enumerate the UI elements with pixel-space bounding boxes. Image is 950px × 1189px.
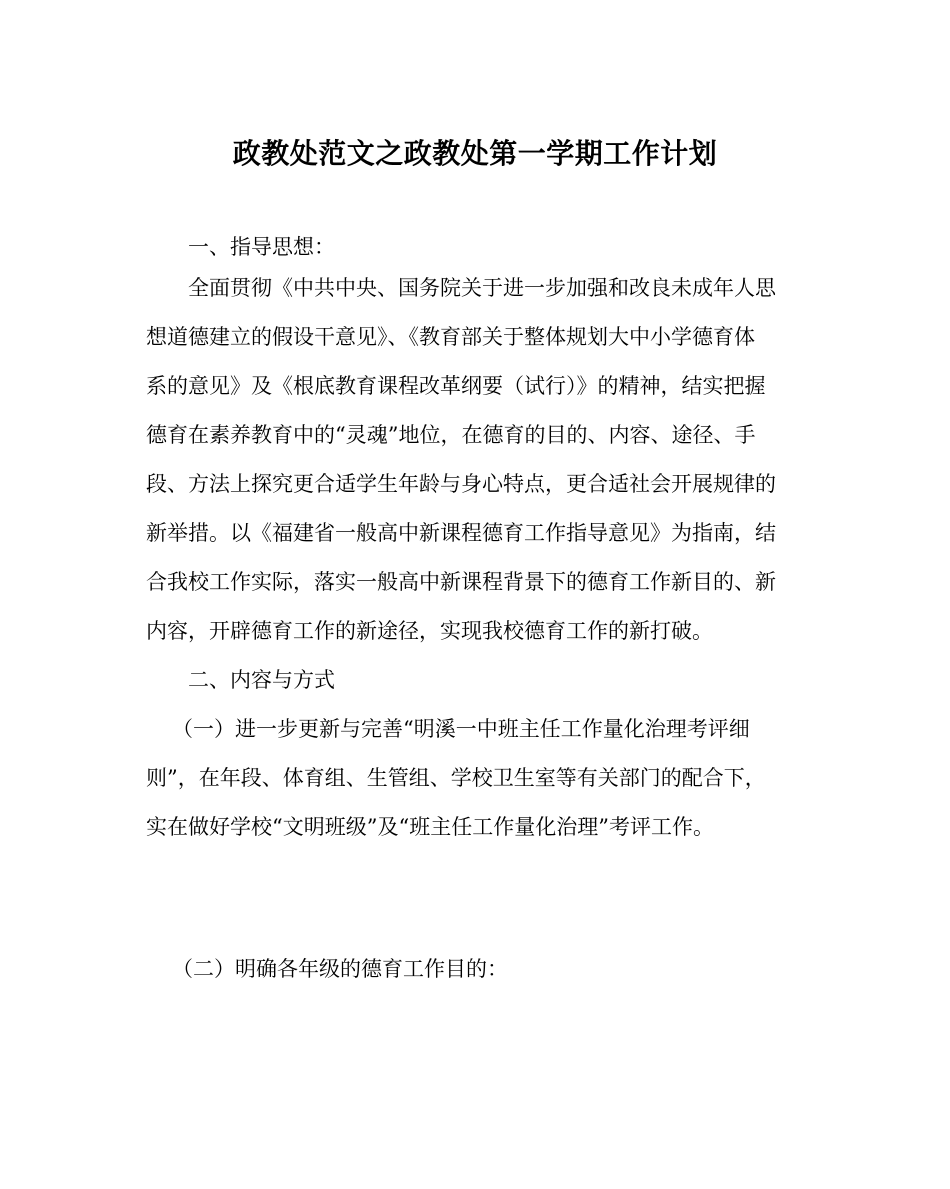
paragraph-line: 系的意见》及《根底教育课程改革纲要（试行）》的精神，结实把握 <box>146 374 766 398</box>
paragraph-line: 全面贯彻《中共中央、国务院关于进一步加强和改良未成年人思 <box>188 276 776 300</box>
section-2-item-2-block <box>146 945 802 994</box>
paragraph-line: 则”，在年段、体育组、生管组、学校卫生室等有关部门的配合下， <box>146 766 766 790</box>
paragraph-line: 合我校工作实际，落实一般高中新课程背景下的德育工作新目的、新 <box>146 570 776 594</box>
paragraph-line: 实在做好学校“文明班级”及“班主任工作量化治理”考评工作。 <box>146 815 714 839</box>
paragraph-line: 新举措。以《福建省一般高中新课程德育工作指导意见》为指南，结 <box>146 521 776 545</box>
paragraph-line: 内容，开辟德育工作的新途径，实现我校德育工作的新打破。 <box>146 619 713 643</box>
paragraph-line: 想道德建立的假设干意见》、《教育部关于整体规划大中小学德育体 <box>146 325 755 349</box>
document-title: 政教处范文之政教处第一学期工作计划 <box>232 137 718 170</box>
paragraph-line: 段、方法上探究更合适学生年龄与身心特点，更合适社会开展规律的 <box>146 472 776 496</box>
paragraph-line: 德育在素养教育中的“灵魂”地位，在德育的目的、内容、途径、手 <box>146 423 756 447</box>
section-2-heading-block <box>146 656 802 705</box>
section-2-heading: 二、内容与方式 <box>188 668 335 692</box>
section-1-paragraph <box>146 264 802 656</box>
section-1-heading: 一、指导思想： <box>188 235 335 259</box>
section-2-item-1 <box>146 705 802 852</box>
section-2-item-2-heading: （二）明确各年级的德育工作目的： <box>172 957 508 981</box>
paragraph-line: （一）进一步更新与完善“明溪一中班主任工作量化治理考评细 <box>172 717 750 741</box>
